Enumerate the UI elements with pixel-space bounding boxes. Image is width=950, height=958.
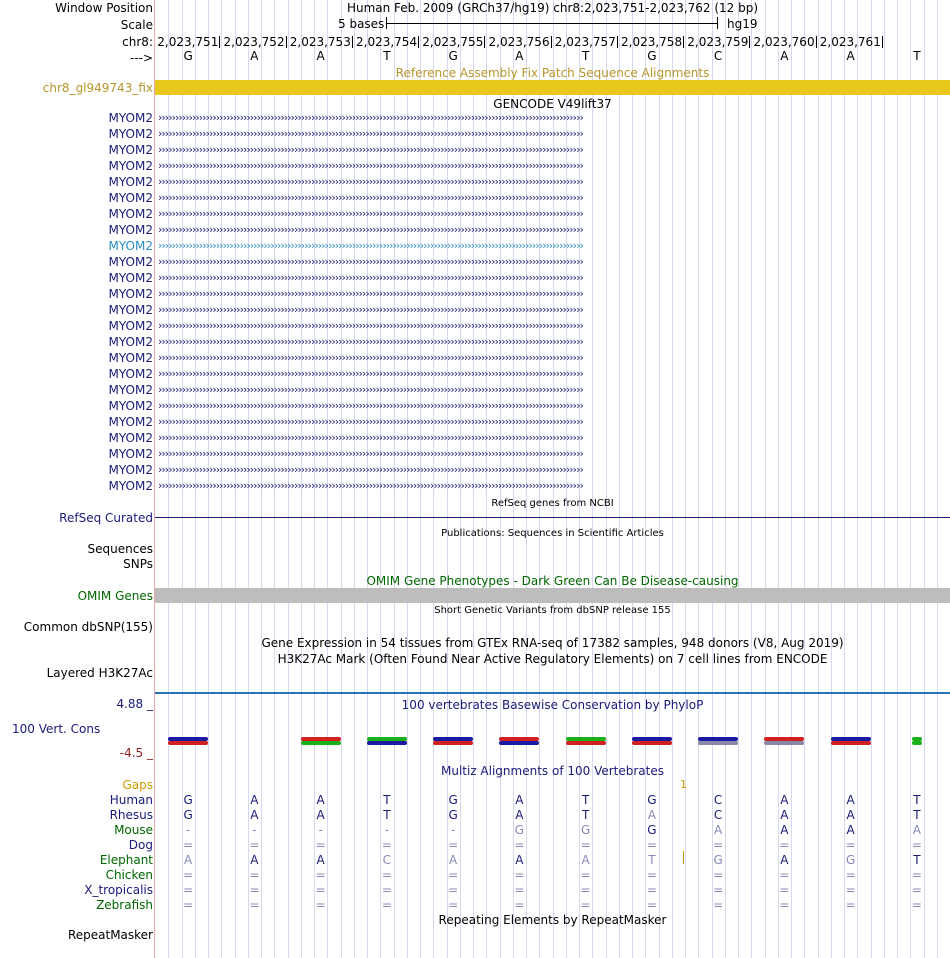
window-position-value: Human Feb. 2009 (GRCh37/hg19) chr8:2,023,751-2,023,762 (12 bp) [346,1,759,15]
aligned-base: G [713,853,723,867]
aligned-base: = [381,898,392,912]
ruler-position: 2,023,760 [753,35,815,49]
reference-base: A [515,49,524,63]
phylop-logo-mark [698,741,738,745]
aligned-base: A [647,808,656,822]
aligned-base: = [381,883,392,897]
gencode-transcript-label[interactable]: MYOM2 [108,463,153,477]
gencode-transcript-label[interactable]: MYOM2 [108,111,153,125]
aligned-base: = [315,838,326,852]
aligned-base: = [514,838,525,852]
aligned-base: = [779,868,790,882]
fix-patch-title: Reference Assembly Fix Patch Sequence Alignments [395,66,710,80]
aligned-base: = [315,898,326,912]
ruler-position: 2,023,757 [554,35,616,49]
ruler-tick [484,36,485,48]
window-position-label: Window Position [55,1,153,15]
aligned-base: G [448,808,458,822]
gencode-transcript-label[interactable]: MYOM2 [108,399,153,413]
aligned-base: - [318,823,323,837]
aligned-base: = [911,868,922,882]
gencode-transcript-arrows[interactable]: ››››››››››››››››››››››››››››››››››››››››››››››››››››››››››››››››››››››››››››››››››››››››››››››››››››››››››››››››››››››››››››› [158,415,583,428]
aligned-base: A [515,808,524,822]
aligned-base: = [646,838,657,852]
scale-label: Scale [120,18,153,32]
ruler-tick [683,36,684,48]
aligned-base: = [381,868,392,882]
aligned-base: = [315,883,326,897]
reference-base: C [713,49,723,63]
aligned-base: G [514,823,525,837]
gencode-transcript-label[interactable]: MYOM2 [108,239,153,253]
strand-label: ---> [129,51,153,65]
gencode-transcript-arrows[interactable]: ››››››››››››››››››››››››››››››››››››››››››››››››››››››››››››››››››››››››››››››››››››››››››››››››››››››››››››››››››››››››››››› [158,351,583,364]
aligned-base: = [779,898,790,912]
phylop-logo-mark [168,741,208,745]
aligned-base: A [184,853,193,867]
aligned-base: = [249,898,260,912]
pubs-snps-label[interactable]: SNPs [123,557,153,571]
gencode-transcript-arrows[interactable]: ››››››››››››››››››››››››››››››››››››››››››››››››››››››››››››››››››››››››››››››››››››››››››››››››››››››››››››››››››››››››››››› [158,367,583,380]
ruler-position: 2,023,751 [157,35,219,49]
aligned-base: = [911,898,922,912]
aligned-base: = [845,868,856,882]
gencode-transcript-arrows[interactable]: ››››››››››››››››››››››››››››››››››››››››››››››››››››››››››››››››››››››››››››››››››››››››››››››››››››››››››››››››››››››››››››› [158,431,583,444]
gencode-transcript-label[interactable]: MYOM2 [108,175,153,189]
gencode-transcript-arrows[interactable]: ››››››››››››››››››››››››››››››››››››››››››››››››››››››››››››››››››››››››››››››››››››››››››››››››››››››››››››››››››››››››››››› [158,303,583,316]
aligned-base: T [913,808,921,822]
aligned-base: A [250,853,259,867]
dbsnp-label[interactable]: Common dbSNP(155) [23,620,153,634]
species-label[interactable]: Chicken [105,868,153,882]
phylop-logo-mark [433,741,473,745]
aligned-base: = [514,868,525,882]
aligned-base: A [912,823,921,837]
aligned-base: = [713,898,724,912]
aligned-base: = [911,883,922,897]
aligned-base: A [449,853,458,867]
aligned-base: A [316,808,325,822]
aligned-base: G [580,823,591,837]
ruler-position: 2,023,752 [223,35,285,49]
aligned-base: A [316,853,325,867]
refseq-gene-line[interactable] [155,517,950,518]
aligned-base: = [249,868,260,882]
gencode-transcript-label[interactable]: MYOM2 [108,143,153,157]
aligned-base: T [648,853,656,867]
gencode-transcript-arrows[interactable]: ››››››››››››››››››››››››››››››››››››››››››››››››››››››››››››››››››››››››››››››››››››››››››››››››››››››››››››››››››››››››››››› [158,191,583,204]
ruler-position: 2,023,756 [488,35,550,49]
species-label[interactable]: Rhesus [109,808,153,822]
phylop-logo-mark [566,741,606,745]
gencode-transcript-label[interactable]: MYOM2 [108,367,153,381]
species-label[interactable]: Dog [128,838,153,852]
gencode-transcript-label[interactable]: MYOM2 [108,335,153,349]
aligned-base: = [448,898,459,912]
gencode-transcript-label[interactable]: MYOM2 [108,271,153,285]
aligned-base: = [183,868,194,882]
reference-base: G [448,49,458,63]
phylop-logo-mark [831,741,871,745]
ruler-position: 2,023,755 [422,35,484,49]
gencode-transcript-arrows[interactable]: ››››››››››››››››››››››››››››››››››››››››››››››››››››››››››››››››››››››››››››››››››››››››››››››››››››››››››››››››››››››››››››› [158,335,583,348]
gencode-transcript-arrows[interactable]: ››››››››››››››››››››››››››››››››››››››››››››››››››››››››››››››››››››››››››››››››››››››››››››››››››››››››››››››››››››››››››››› [158,463,583,476]
aligned-base: A [581,853,590,867]
aligned-base: C [713,808,723,822]
refseq-label[interactable]: RefSeq Curated [59,511,153,525]
refseq-title: RefSeq genes from NCBI [491,498,614,509]
h3k27-title: H3K27Ac Mark (Often Found Near Active Regulatory Elements) on 7 cell lines from ENCODE [277,652,828,666]
gencode-transcript-label[interactable]: MYOM2 [108,159,153,173]
aligned-base: = [448,883,459,897]
aligned-base: = [249,838,260,852]
aligned-base: = [514,883,525,897]
aligned-base: A [515,793,524,807]
gencode-transcript-arrows[interactable]: ››››››››››››››››››››››››››››››››››››››››››››››››››››››››››››››››››››››››››››››››››››››››››››››››››››››››››››››››››››››››››››› [158,287,583,300]
phylop-logo-mark [632,741,672,745]
aligned-base: = [514,898,525,912]
species-label[interactable]: Human [109,793,153,807]
reference-base: T [581,49,590,63]
gencode-transcript-label[interactable]: MYOM2 [108,383,153,397]
omim-label[interactable]: OMIM Genes [77,589,153,603]
aligned-base: T [383,793,391,807]
scale-bar [386,17,718,29]
aligned-base: G [183,793,193,807]
gencode-transcript-arrows[interactable]: ››››››››››››››››››››››››››››››››››››››››››››››››››››››››››››››››››››››››››››››››››››››››››››››››››››››››››››››››››››››››››››› [158,319,583,332]
gtex-title: Gene Expression in 54 tissues from GTEx RNA-seq of 17382 samples, 948 donors (V8, Aug 2019) [261,636,844,650]
aligned-base: A [316,793,325,807]
aligned-base: G [647,793,657,807]
aligned-base: A [846,823,855,837]
gencode-transcript-label[interactable]: MYOM2 [108,255,153,269]
aligned-base: A [780,808,789,822]
reference-base: T [913,49,921,63]
ruler-position: 2,023,753 [289,35,351,49]
aligned-base: A [714,823,723,837]
species-label[interactable]: Zebrafish [96,898,153,912]
aligned-base: = [183,838,194,852]
gencode-transcript-label[interactable]: MYOM2 [108,127,153,141]
aligned-base: = [779,883,790,897]
label-divider [154,0,155,958]
gencode-transcript-arrows[interactable]: ››››››››››››››››››››››››››››››››››››››››››››››››››››››››››››››››››››››››››››››››››››››››››››››››››››››››››››››››››››››››››››› [158,127,583,140]
aligned-base: = [183,898,194,912]
ruler-position: 2,023,754 [356,35,418,49]
phylop-logo-mark [764,741,804,745]
aligned-base: T [581,793,590,807]
ruler-tick [418,36,419,48]
aligned-base: G [448,793,458,807]
pubs-title: Publications: Sequences in Scientific Articles [441,528,664,539]
ruler-tick [617,36,618,48]
assembly-name: hg19 [727,17,758,31]
gencode-transcript-arrows[interactable]: ››››››››››››››››››››››››››››››››››››››››››››››››››››››››››››››››››››››››››››››››››››››››››››››››››››››››››››››››››››››››››››› [158,383,583,396]
gencode-transcript-label[interactable]: MYOM2 [108,351,153,365]
aligned-base: = [580,898,591,912]
aligned-base: C [713,793,723,807]
gencode-transcript-label[interactable]: MYOM2 [108,479,153,493]
phylop-logo-mark [301,741,341,745]
aligned-base: T [913,853,921,867]
ruler-position: 2,023,758 [621,35,683,49]
scale-value: 5 bases [338,17,385,31]
gencode-transcript-label[interactable]: MYOM2 [108,447,153,461]
h3k27-signal [155,692,950,694]
aligned-base: - [252,823,257,837]
ruler-position: 2,023,759 [687,35,749,49]
ruler-tick [352,36,353,48]
ruler-tick [219,36,220,48]
aligned-base: - [450,823,456,837]
gencode-transcript-label[interactable]: MYOM2 [108,223,153,237]
fix-patch-bar[interactable] [155,80,950,95]
species-label[interactable]: X_tropicalis [84,883,153,897]
aligned-base: = [580,883,591,897]
aligned-base: = [646,898,657,912]
aligned-base: A [780,793,789,807]
gencode-transcript-arrows[interactable]: ››››››››››››››››››››››››››››››››››››››››››››››››››››››››››››››››››››››››››››››››››››››››››››››››››››››››››››››››››››››››››››› [158,175,583,188]
reference-base: A [316,49,325,63]
aligned-base: - [185,823,191,837]
aligned-base: = [845,898,856,912]
aligned-base: = [845,883,856,897]
gencode-transcript-arrows[interactable]: ››››››››››››››››››››››››››››››››››››››››››››››››››››››››››››››››››››››››››››››››››››››››››››››››››››››››››››››››››››››››››››› [158,143,583,156]
phylop-logo-mark [499,741,539,745]
aligned-base: G [845,853,856,867]
reference-base: A [250,49,259,63]
ruler-tick [882,36,883,48]
aligned-base: T [913,793,921,807]
aligned-base: T [581,808,590,822]
phylop-logo-mark [367,741,407,745]
gaps-marker: 1 [680,778,687,791]
chrom-label: chr8: [122,35,153,49]
gencode-transcript-arrows[interactable]: ››››››››››››››››››››››››››››››››››››››››››››››››››››››››››››››››››››››››››››››››››››››››››››››››››››››››››››››››››››››››››››› [158,223,583,236]
reference-base: A [780,49,789,63]
omim-title: OMIM Gene Phenotypes - Dark Green Can Be Disease-causing [366,574,739,588]
reference-base: G [647,49,657,63]
aligned-base: A [250,793,259,807]
gencode-transcript-arrows[interactable]: ››››››››››››››››››››››››››››››››››››››››››››››››››››››››››››››››››››››››››››››››››››››››››››››››››››››››››››››››››››››››››››› [158,479,583,492]
gencode-transcript-label[interactable]: MYOM2 [108,207,153,221]
gaps-label[interactable]: Gaps [122,778,153,792]
gencode-title: GENCODE V49lift37 [493,97,612,111]
gencode-transcript-arrows[interactable]: ››››››››››››››››››››››››››››››››››››››››››››››››››››››››››››››››››››››››››››››››››››››››››››››››››››››››››››››››››››››››››››› [158,271,583,284]
aligned-base: A [780,853,789,867]
aligned-base: = [315,868,326,882]
gencode-transcript-label[interactable]: MYOM2 [108,319,153,333]
gencode-transcript-arrows[interactable]: ››››››››››››››››››››››››››››››››››››››››››››››››››››››››››››››››››››››››››››››››››››››››››››››››››››››››››››››››››››››››››››› [158,255,583,268]
fix-patch-label[interactable]: chr8_gl949743_fix [42,81,153,95]
gencode-transcript-label[interactable]: MYOM2 [108,287,153,301]
aligned-base: = [646,868,657,882]
gencode-transcript-arrows[interactable]: ››››››››››››››››››››››››››››››››››››››››››››››››››››››››››››››››››››››››››››››››››››››››››››››››››››››››››››››››››››››››››››› [158,159,583,172]
aligned-base: - [384,823,390,837]
species-label[interactable]: Mouse [114,823,153,837]
repeat-label[interactable]: RepeatMasker [67,928,153,942]
multiz-title: Multiz Alignments of 100 Vertebrates [440,764,665,778]
gencode-transcript-label[interactable]: MYOM2 [108,415,153,429]
gencode-transcript-label[interactable]: MYOM2 [108,431,153,445]
ruler-position: 2,023,761 [819,35,881,49]
ruler-tick [286,36,287,48]
aligned-base: = [646,883,657,897]
aligned-base: = [249,883,260,897]
species-label[interactable]: Elephant [99,853,153,867]
aligned-base: = [580,838,591,852]
aligned-base: = [448,868,459,882]
aligned-base: = [779,838,790,852]
aligned-base: = [845,838,856,852]
gencode-transcript-arrows[interactable]: ››››››››››››››››››››››››››››››››››››››››››››››››››››››››››››››››››››››››››››››››››››››››››››››››››››››››››››››››››››››››››››› [158,447,583,460]
reference-base: T [383,49,391,63]
aligned-base: = [911,838,922,852]
gencode-transcript-label[interactable]: MYOM2 [108,303,153,317]
gencode-transcript-arrows[interactable]: ››››››››››››››››››››››››››››››››››››››››››››››››››››››››››››››››››››››››››››››››››››››››››››››››››››››››››››››››››››››››››››› [158,239,583,252]
aligned-base: T [383,808,391,822]
aligned-base: = [580,868,591,882]
reference-base: G [183,49,193,63]
aligned-base: = [713,868,724,882]
elephant-gap-marker [683,851,684,864]
aligned-base: A [515,853,524,867]
aligned-base: G [183,808,193,822]
gencode-transcript-arrows[interactable]: ››››››››››››››››››››››››››››››››››››››››››››››››››››››››››››››››››››››››››››››››››››››››››››››››››››››››››››››››››››››››››››› [158,111,583,124]
gencode-transcript-arrows[interactable]: ››››››››››››››››››››››››››››››››››››››››››››››››››››››››››››››››››››››››››››››››››››››››››››››››››››››››››››››››››››››››››››› [158,207,583,220]
aligned-base: C [382,853,392,867]
phylop-label[interactable]: 100 Vert. Cons [12,722,101,736]
omim-bar[interactable] [155,588,950,603]
ruler-tick [551,36,552,48]
aligned-base: A [780,823,789,837]
aligned-base: A [846,793,855,807]
aligned-base: A [250,808,259,822]
phylop-max: 4.88 _ [116,697,153,711]
gencode-transcript-arrows[interactable]: ››››››››››››››››››››››››››››››››››››››››››››››››››››››››››››››››››››››››››››››››››››››››››››››››››››››››››››››››››››››››››››› [158,399,583,412]
ruler-tick [749,36,750,48]
gencode-transcript-label[interactable]: MYOM2 [108,191,153,205]
aligned-base: = [381,838,392,852]
pubs-sequences-label[interactable]: Sequences [87,542,153,556]
aligned-base: = [183,883,194,897]
aligned-base: = [713,883,724,897]
aligned-base: A [846,808,855,822]
phylop-logo-mark [912,741,922,745]
aligned-base: = [448,838,459,852]
phylop-min: -4.5 _ [119,746,153,760]
reference-base: A [846,49,855,63]
h3k27-label[interactable]: Layered H3K27Ac [46,666,153,680]
dbsnp-title: Short Genetic Variants from dbSNP release 155 [434,605,671,616]
phylop-title: 100 vertebrates Basewise Conservation by PhyloP [401,698,704,712]
repeat-title: Repeating Elements by RepeatMasker [438,913,667,927]
ruler-tick [816,36,817,48]
aligned-base: = [713,838,724,852]
aligned-base: G [647,823,657,837]
